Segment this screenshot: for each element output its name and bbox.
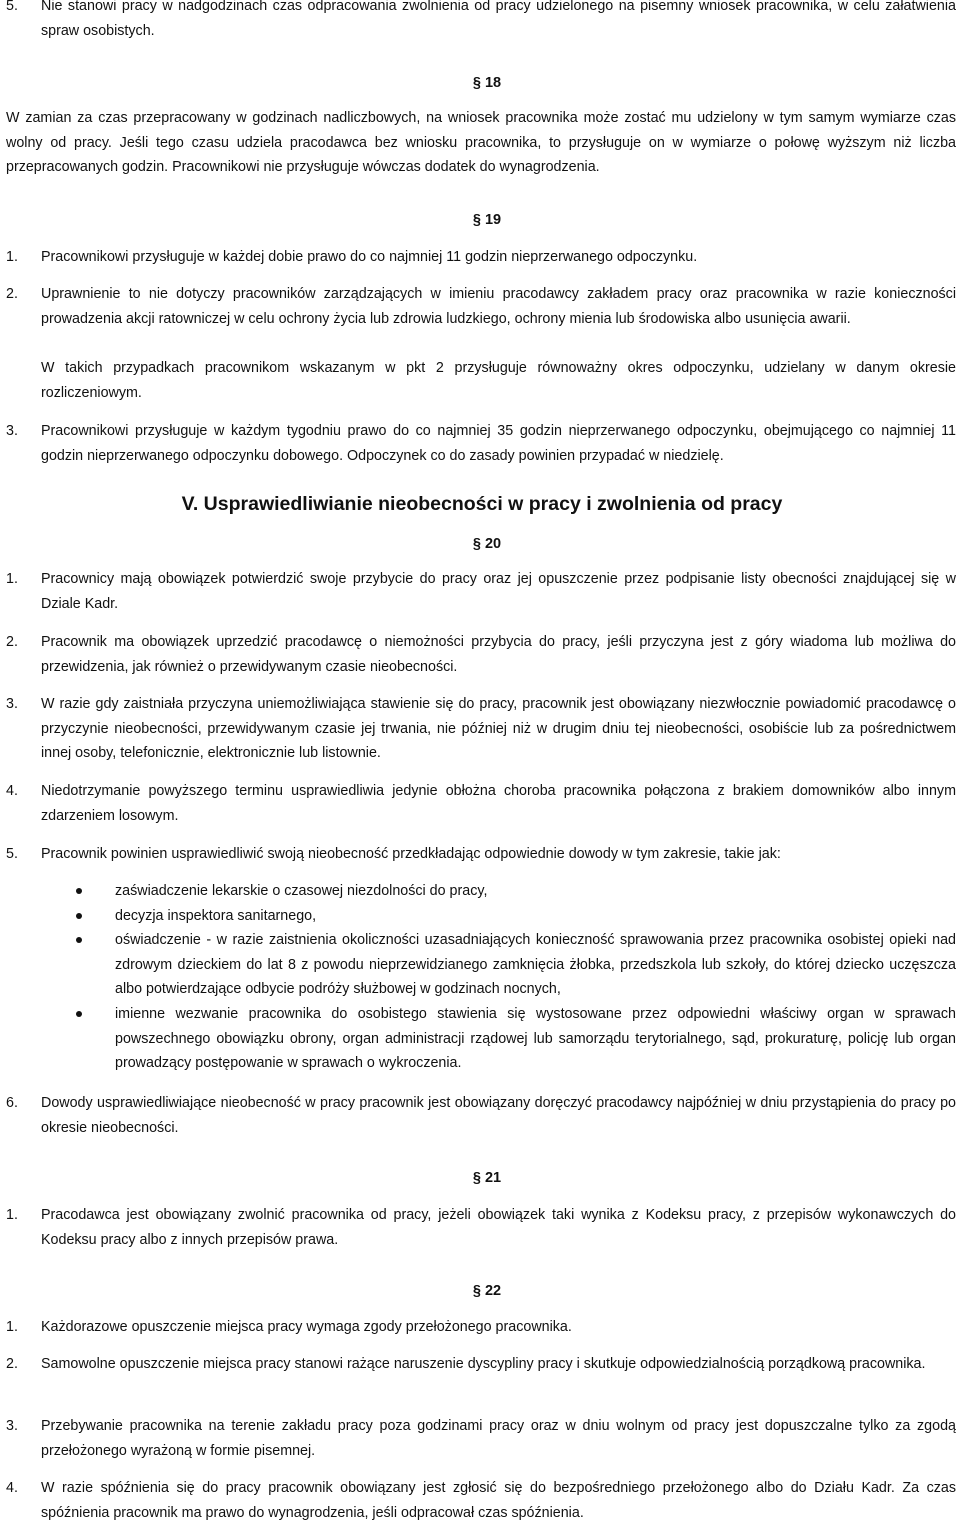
chapter-title: V. Usprawiedliwianie nieobecności w pracy i zwolnienia od pracy xyxy=(181,493,783,515)
section-mark: § 22 xyxy=(472,1283,502,1299)
item-number: 5. xyxy=(6,846,18,862)
bullet-dot-icon xyxy=(76,1011,82,1017)
section-heading xyxy=(0,74,960,92)
bullet-text: zaświadczenie lekarskie o czasowej niezdolności do pracy, xyxy=(115,883,488,899)
item-text: W razie spóźnienia się do pracy pracownik obowiązany jest zgłosić się do bezpośredniego przełożonego albo do Działu Kadr. Za czas spóźnienia pracownik ma prawo do wynagrodzenia, jeśli odpracował czas spóźnienia. xyxy=(41,1480,956,1521)
item-number: 3. xyxy=(6,696,18,712)
item-number: 2. xyxy=(6,286,18,302)
bullet-item xyxy=(6,928,956,1002)
bullet-dot-icon xyxy=(76,913,82,919)
bullet-text: imienne wezwanie pracownika do osobistego stawienia się wystosowane przez odpowiedni właściwy organ w sprawach powszechnego obowiązku obrony, organ administracji rządowej lub samorządu terytorialnego, sąd, prokuraturę, policję lub organ prowadzący postępowanie w sprawach o wykroczenia. xyxy=(115,1005,956,1072)
item-text: Samowolne opuszczenie miejsca pracy stanowi rażące naruszenie dyscypliny pracy i skutkuje odpowiedzialnością porządkową pracownika. xyxy=(41,1356,926,1372)
section-heading xyxy=(0,211,960,229)
item-text: Pracownik powinien usprawiedliwić swoją nieobecność przedkładając odpowiednie dowody w tym zakresie, takie jak: xyxy=(41,846,781,862)
bullet-text: decyzja inspektora sanitarnego, xyxy=(115,907,317,924)
section-mark: § 21 xyxy=(472,1170,502,1186)
section-paragraph: W zamian za czas przepracowany w godzinach nadliczbowych, na wniosek pracownika może zostać mu udzielony w tym samym wymiarze czas wolny od pracy. Jeśli tego czasu udziela pracodawca bez wniosku pracownika, to przysługuje on w wymiarze o połowę wyższym niż liczba przepracowanych godzin. Pracownikowi nie przysługuje wówczas dodatek do wynagrodzenia. xyxy=(6,110,956,176)
item-number: 2. xyxy=(6,1356,18,1372)
item-number: 1. xyxy=(6,571,18,587)
item-number: 3. xyxy=(6,423,18,439)
item-text: Niedotrzymanie powyższego terminu usprawiedliwia jedynie obłożna choroba pracownika połączona z brakiem domowników albo innym zdarzeniem losowym. xyxy=(41,783,956,824)
section-heading xyxy=(0,1169,960,1187)
item-number: 4. xyxy=(6,1480,18,1496)
item-text: Pracodawca jest obowiązany zwolnić pracownika od pracy, jeżeli obowiązek taki wynika z Kodeksu pracy, z przepisów wykonawczych do Kodeksu pracy albo z innych przepisów prawa. xyxy=(41,1207,956,1248)
item-number: 5. xyxy=(6,0,18,14)
item-number: 2. xyxy=(6,634,18,650)
bullet-item xyxy=(6,879,956,904)
section-mark: § 20 xyxy=(472,536,502,552)
bullet-item xyxy=(6,904,956,929)
item-text: Pracownik ma obowiązek uprzedzić pracodawcę o niemożności przybycia do pracy, jeśli przyczyna jest z góry wiadoma lub możliwa do przewidzenia, jak również o przewidywanym czasie nieobecności. xyxy=(41,634,956,675)
item-text: Uprawnienie to nie dotyczy pracowników zarządzających w imieniu pracodawcy zakładem pracy oraz pracownika w razie konieczności prowadzenia akcji ratowniczej w celu ochrony życia lub zdrowia ludzkiego, ochrony mienia lub środowiska albo usunięcia awarii. xyxy=(41,286,956,327)
item-text: Pracownikowi przysługuje w każdej dobie prawo do co najmniej 11 godzin nieprzerwanego odpoczynku. xyxy=(41,249,698,265)
item-number: 1. xyxy=(6,1207,18,1223)
section-heading xyxy=(0,535,960,553)
item-text: Każdorazowe opuszczenie miejsca pracy wymaga zgody przełożonego pracownika. xyxy=(41,1319,572,1335)
item-text: Dowody usprawiedliwiające nieobecność w pracy pracownik jest obowiązany doręczyć pracodawcy najpóźniej w dniu przystąpienia do pracy po okresie nieobecności. xyxy=(41,1095,956,1136)
section-mark: § 19 xyxy=(472,212,502,228)
bullet-text: oświadczenie - w razie zaistnienia okoliczności uzasadniających konieczność sprawowania przez pracownika osobistej opieki nad zdrowym dzieckiem do lat 8 z powodu nieprzewidzianego zamknięcia żłobka, przedszkola lub szkoły, do której dziecko uczęszcza albo potwierdzające odbycie podróży służbowej w godzinach nocnych, xyxy=(115,932,956,998)
section-mark: § 18 xyxy=(472,75,502,91)
item-text: Przebywanie pracownika na terenie zakładu pracy poza godzinami pracy oraz w dniu wolnym od pracy jest dopuszczalne tylko za zgodą przełożonego wyrażoną w formie pisemnej. xyxy=(41,1418,956,1459)
item-number: 4. xyxy=(6,783,18,799)
bullet-dot-icon xyxy=(76,937,82,943)
evidence-list xyxy=(6,879,956,1076)
item-text: Nie stanowi pracy w nadgodzinach czas odpracowania zwolnienia od pracy udzielonego na pisemny wniosek pracownika, w celu załatwienia spraw osobistych. xyxy=(41,0,956,39)
section-heading xyxy=(0,1282,960,1300)
item-text: Pracownicy mają obowiązek potwierdzić swoje przybycie do pracy oraz jej opuszczenie przez podpisanie listy obecności znajdującej się w Dziale Kadr. xyxy=(41,571,956,612)
item-text: Pracownikowi przysługuje w każdym tygodniu prawo do co najmniej 35 godzin nieprzerwanego odpoczynku, obejmującego co najmniej 11 godzin nieprzerwanego odpoczynku dobowego. Odpoczynek co do zasady powinien przypadać w niedzielę. xyxy=(41,423,956,464)
item-number: 3. xyxy=(6,1418,18,1434)
item-text: W razie gdy zaistniała przyczyna uniemożliwiająca stawienie się do pracy, pracownik jest obowiązany niezwłocznie powiadomić pracodawcę o przyczynie nieobecności, przewidywanym czasie jej trwania, nie później niż w drugim dniu tej nieobecności, osobiście lub za pośrednictwem innej osoby, telefonicznie, elektronicznie lub listownie. xyxy=(41,696,956,762)
item-extra-text: W takich przypadkach pracownikom wskazanym w pkt 2 przysługuje równoważny okres odpoczynku, udzielany w danym okresie rozliczeniowym. xyxy=(41,360,956,401)
item-number: 6. xyxy=(6,1095,18,1111)
item-number: 1. xyxy=(6,1319,18,1335)
bullet-dot-icon xyxy=(76,888,82,894)
bullet-item xyxy=(6,1002,956,1076)
item-number: 1. xyxy=(6,249,18,265)
